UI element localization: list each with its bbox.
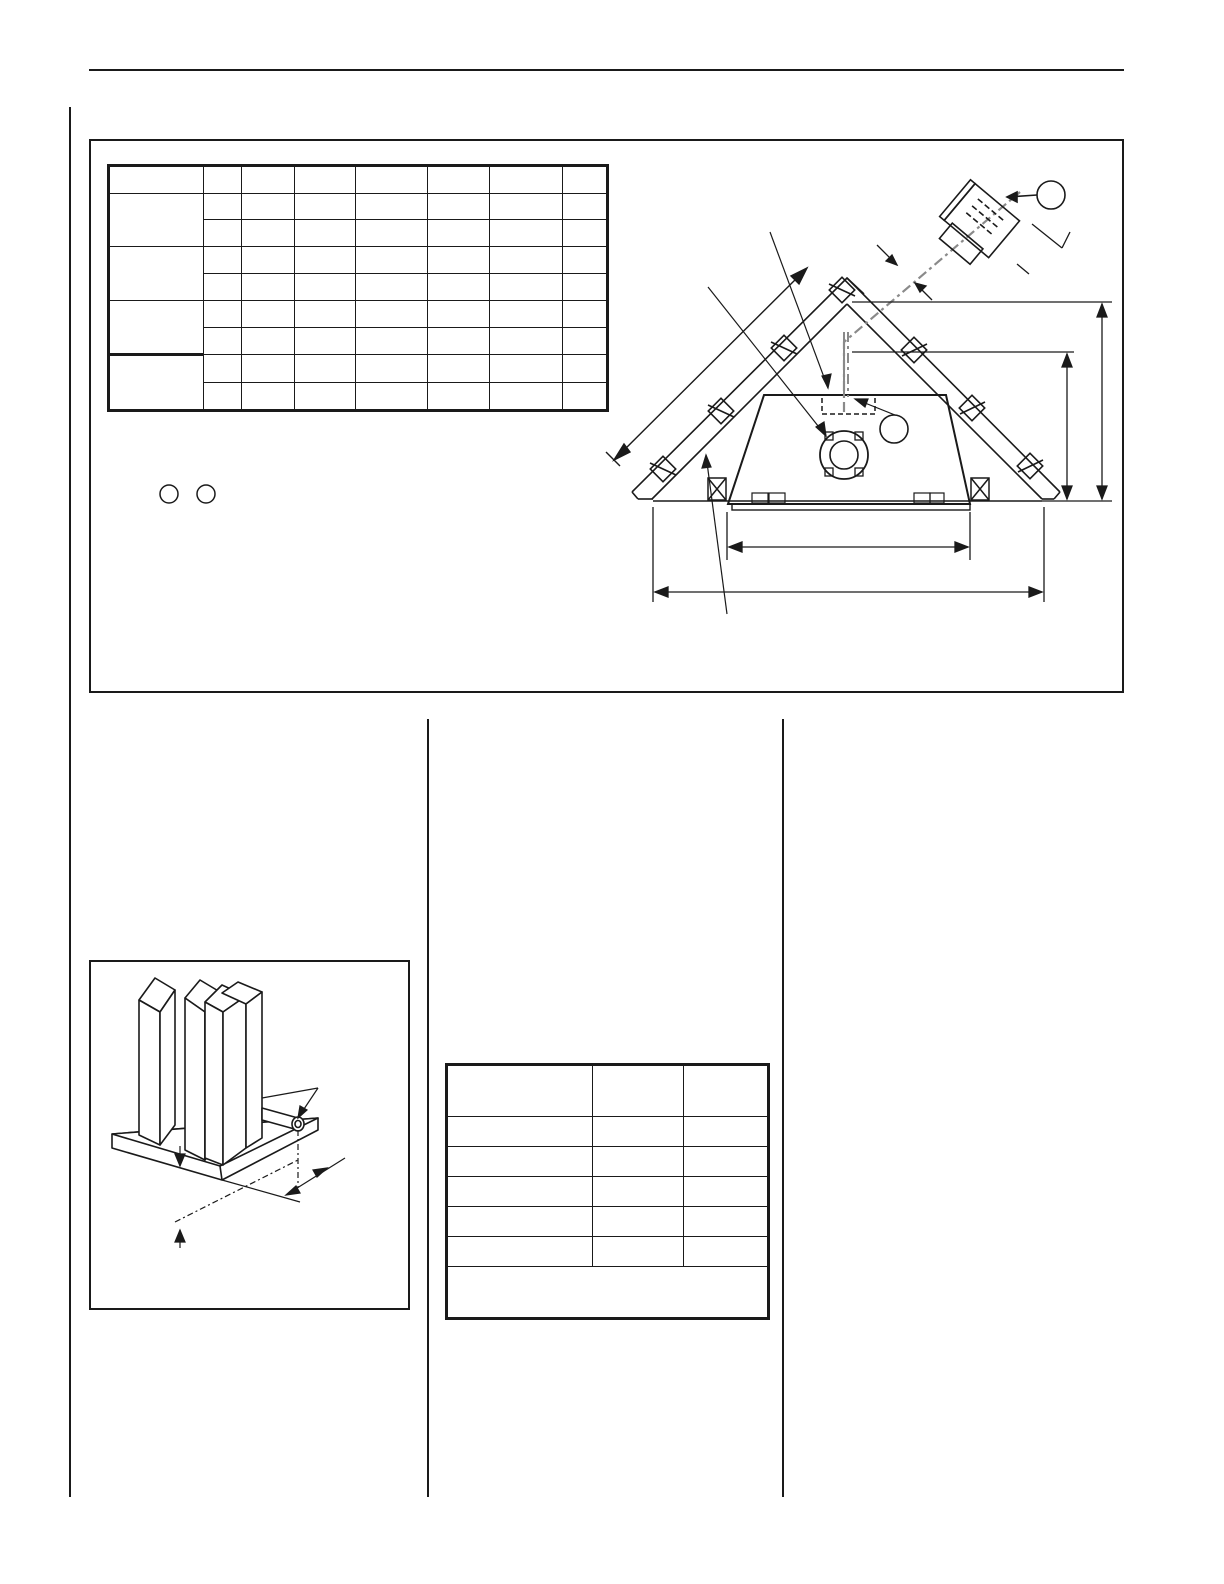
table-group-label-cell: [109, 247, 204, 301]
table-group-label-cell: [109, 355, 204, 411]
table-row: [447, 1177, 769, 1207]
table-row: [109, 194, 608, 220]
height-dimensions: [852, 302, 1112, 501]
table-group-label-cell: [109, 194, 204, 247]
leader-lines: [702, 232, 895, 614]
dimension-table-footnote-row: [447, 1267, 769, 1319]
table-row: [109, 355, 608, 383]
vent-termination: [929, 180, 1065, 271]
table-cell: [109, 166, 204, 194]
clearance-table: [107, 164, 609, 412]
main-figure-frame: [89, 139, 1124, 693]
table-row: [109, 301, 608, 328]
left-margin-rule: [69, 107, 71, 1497]
legend-callout-circles: [151, 479, 221, 509]
table-row: [447, 1207, 769, 1237]
table-row: [447, 1147, 769, 1177]
vent-callout-circle: [1037, 181, 1065, 209]
wall-length-dimension: [606, 268, 807, 466]
column-divider-1: [427, 719, 429, 1497]
callout-circle-a: [160, 485, 178, 503]
fireplace-unit: [728, 395, 970, 510]
width-dimensions: [653, 507, 1044, 602]
table-row: [447, 1237, 769, 1267]
table-group-label-cell: [109, 301, 204, 355]
framing-isometric-drawing: [91, 962, 408, 1308]
right-wall: [847, 278, 1060, 499]
dimension-table-header: [447, 1065, 769, 1117]
corner-installation-diagram: [591, 161, 1121, 671]
table-row: [447, 1117, 769, 1147]
table-row: [109, 247, 608, 274]
callout-circle-b: [197, 485, 215, 503]
table-header-row: [109, 166, 608, 194]
dimension-table: [445, 1063, 770, 1320]
framing-figure-frame: [89, 960, 410, 1310]
header-rule: [89, 69, 1124, 71]
column-divider-2: [782, 719, 784, 1497]
left-wall: [632, 277, 864, 499]
